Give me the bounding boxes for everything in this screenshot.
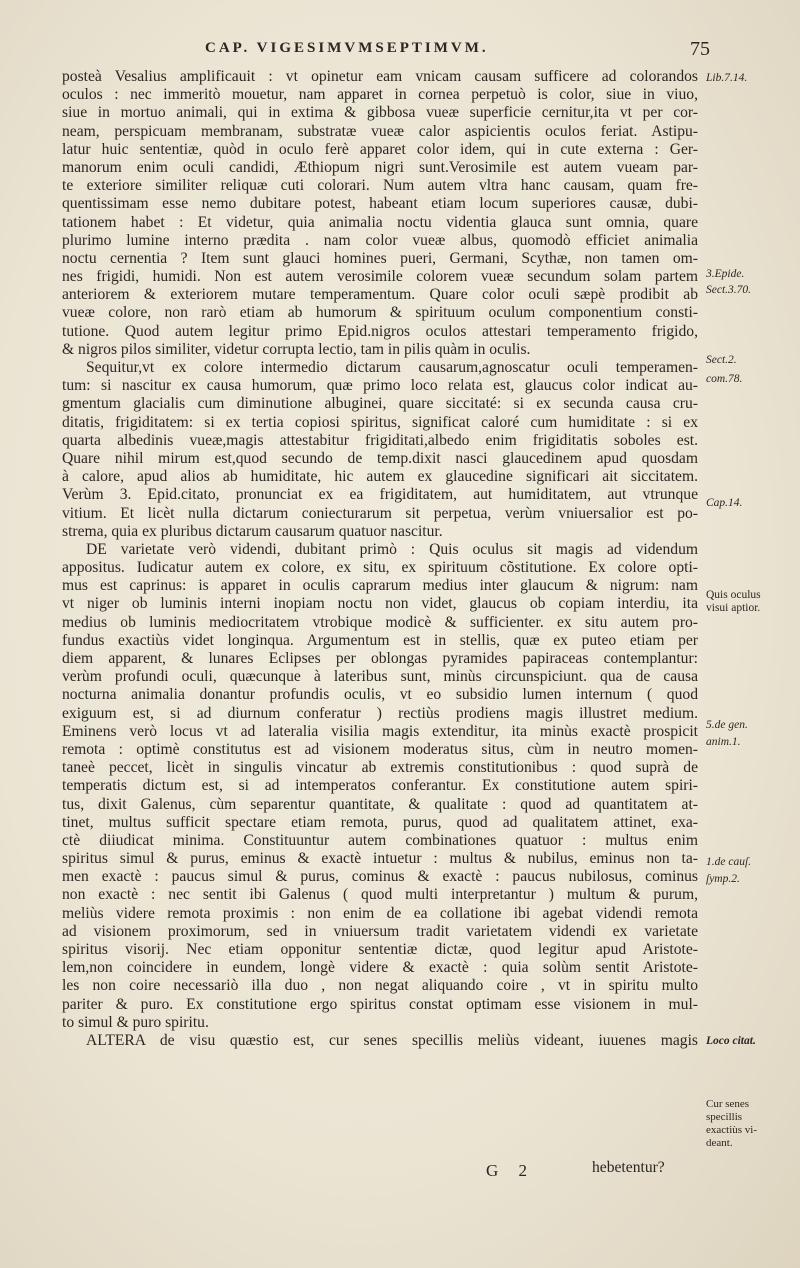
text-line: spiritus simul & purus, eminus & exactè intuetur : multus & nubilus, eminus non ta-	[62, 850, 698, 868]
text-line: verùm profundi oculi, quæcunque à lateribus sunt, minùs circunspiciunt. qua de causa	[62, 668, 698, 686]
text-line: medius ob luminis mediocritatem vtrobique modicè & sufficienter. ex situ autem pro-	[62, 613, 698, 631]
text-line: anteriorem & exteriorem mutare temperamentum. Quare color oculi sæpè prodibit ab	[62, 286, 698, 304]
text-line: appositus. Iudicatur autem ex colore, ex situ, ex spirituum cõstitutione. Ex colore opti-	[62, 559, 698, 577]
text-line: non exactè : nec sentit ibi Galenus ( quod multi interpretantur ) multum & purum,	[62, 886, 698, 904]
text-line: vueæ colore, non rarò etiam ab humorum & spirituum oculum componentium consti-	[62, 304, 698, 322]
paragraph-first-line: Sequitur,vt ex colore intermedio dictarum causarum,agnoscatur oculi temperamen-	[86, 359, 698, 376]
text-line: siue in mortuo animali, qui in extima & gibbosa vueæ superficie cernitur,ita vt per cor-	[62, 104, 698, 122]
text-line: diem apparent, & lunares Eclipses per oblongas pyramides papiraceas contemplantur:	[62, 650, 698, 667]
text-line: tus, dixit Galenus, cùm separentur quantitate, & qualitate : quod ad quantitatem at-	[62, 795, 698, 813]
text-line: nes frigidi, humidi. Non est autem verosimile colorem vueæ secundum solam partem	[62, 268, 698, 286]
text-line: pariter & puro. Ex constitutione ergo spiritus constat optimam esse visionem in mul-	[62, 995, 698, 1013]
text-line: exiguum est, si ad diurnum conferatur ) rectiùs prodiens magis illustret medium.	[62, 704, 698, 722]
text-line: ad visionem proximorum, sed in vniuersum tradit varietatem videndi ex varietate	[62, 922, 698, 940]
margin-note: Sect.2.	[706, 354, 737, 366]
text-line: vt niger ob luminis interni inopiam noctu non videt, glaucus ob copiam interdiu, ita	[62, 595, 698, 613]
text-line: tum: si nascitur ex causa humorum, quæ primo loco relata est, glaucus color indicat au-	[62, 377, 698, 395]
margin-note: ſymp.2.	[706, 873, 740, 885]
text-line: neam, perspicuam membranam, substratæ vueæ calor aspicientis oculos feriat. Astipu-	[62, 122, 698, 140]
margin-note: specillis	[706, 1111, 743, 1123]
text-line: quarta albedinis vueæ,magis attestabitur frigiditati,albedo enim frigiditatis soboles est.	[62, 431, 698, 449]
margin-note: Lib.7.14.	[706, 72, 748, 84]
text-line: latur huic sententiæ, quòd in oculo ferè apparet color idem, qui in cute externa : Ger-	[62, 140, 698, 158]
text-line: Eminens verò locus vt ad lateralia visilia magis extenditur, ita minùs exactè prospicit	[62, 722, 698, 740]
text-line: manorum enim oculi candidi, Æthiopum nigri sunt.Verosimile est autem vueam par-	[62, 158, 698, 176]
text-line: Quare nihil mirum est,quod secundo de temp.dixit nasci glaucedinem apud quosdam	[62, 449, 698, 467]
text-line: oculos : nec immeritò mouetur, nam apparet in cornea perpetuò is color, siue in viuo,	[62, 86, 698, 104]
margin-note: anim.1.	[706, 736, 741, 748]
text-line: remota : optimè constitutus est ad visionem moderatus situs, cùm in neutro momen-	[62, 740, 698, 758]
text-line: to simul & puro spiritu.	[62, 1013, 209, 1031]
margin-note: 5.de gen.	[706, 719, 748, 731]
catchword: hebetentur?	[592, 1159, 665, 1176]
text-line: fundus exactiùs videt longinqua. Argumentum est in stellis, quæ ex puteo etiam per	[62, 631, 698, 649]
text-line: meliùs videre remota proximis : non enim de ea collatione ibi agebat videndi remota	[62, 904, 698, 922]
text-line: les non coire necessariò illa duo , non negat aliquando coire , vt in spiritu multo	[62, 977, 698, 995]
margin-note: Loco citat.	[706, 1035, 756, 1047]
margin-note: 1.de cauſ.	[706, 856, 752, 868]
margin-note: 3.Epide.	[706, 268, 745, 280]
text-line: men exactè : paucus simul & purus, cominus & exactè : paucus nubilosus, cominus	[62, 868, 698, 886]
text-line: ditatis, frigiditatem: si ex tertia copiosi spiritus, significat caloré cum humiditate : si ex	[62, 413, 698, 431]
margin-note: deant.	[706, 1137, 733, 1149]
paragraph-first-line: DE varietate verò videndi, dubitant primò : Quis oculus sit magis ad videndum	[86, 540, 698, 558]
text-line: te exteriore similiter reliquæ cuti colorari. Num autem vltra hanc causam, quam fre-	[62, 177, 698, 195]
running-head: CAP. VIGESIMVMSEPTIMVM.	[205, 40, 489, 56]
margin-note: com.78.	[706, 373, 743, 385]
text-line: nocturna animalia donantur profundis oculis, vt eo subsidio lumen internum ( quod	[62, 686, 698, 704]
text-line: plurimo lumine interno prædita . nam color vueæ albus, quomodò efficiet animalia	[62, 231, 698, 249]
text-line: gmentum glacialis cum diminutione albuginei, quare siccitaté: si ex secunda causa cru-	[62, 395, 698, 413]
text-line: vitium. Et licèt nulla dictarum coniecturarum sit perpetua, verùm vniuersalior est po-	[62, 504, 698, 522]
paragraph-first-line: ALTERA de visu quæstio est, cur senes specillis meliùs videant, iuuenes magis	[86, 1031, 698, 1049]
text-line: lem,non coincidere in eundem, longè videre & exactè : quia solùm sentit Aristote-	[62, 959, 698, 977]
page-number: 75	[690, 38, 710, 60]
text-line: strema, quia ex pluribus dictarum causarum quatuor nascitur.	[62, 522, 443, 540]
text-line: ctè diiudicat minima. Constituuntur autem combinationes quatuor : multus enim	[62, 831, 698, 849]
text-line: spiritus visorij. Nec etiam opponitur sententiæ dictæ, quod legitur apud Aristote-	[62, 941, 698, 958]
text-line: temperatis dictum est, si ad intemperatos conferantur. Ex constitutione autem spiri-	[62, 777, 698, 795]
text-line: taneè peccet, licèt in singulis vincatur ab extremis constitutionibus : quod suprà de	[62, 759, 698, 777]
text-line: & nigros pilos similiter, videtur corrupta lectio, tam in pilis quàm in oculis.	[62, 340, 531, 358]
margin-note: visui aptior.	[706, 602, 761, 614]
text-line: tationem habet : Et videtur, quia animalia noctu videntia glauca sunt omnia, quare	[62, 213, 698, 231]
margin-note: Cap.14.	[706, 497, 743, 509]
text-line: quentissimam esse nemo dubitare potest, habeant etiam locum superiores causæ, dubi-	[62, 195, 698, 213]
margin-note: exactiùs vi-	[706, 1124, 758, 1136]
text-line: tinet, multus sufficit spectare etiam remota, purus, quod ad qualitatem attinet, exa-	[62, 813, 698, 831]
margin-note: Quis oculus	[706, 589, 761, 601]
text-line: à calore, apud alios ab humiditate, hic autem ex glaucedine significari ait siccitatem.	[62, 468, 698, 486]
signature-mark: G 2	[486, 1161, 536, 1180]
text-line: posteà Vesalius amplificauit : vt opinetur eam vnicam causam sufficere ad colorandos	[62, 68, 698, 85]
margin-note: Sect.3.70.	[706, 284, 752, 296]
text-line: mus est caprinus: is apparet in oculis caprarum medius inter glaucum & nigrum: nam	[62, 577, 698, 595]
text-line: Verùm 3. Epid.citato, pronunciat ex ea frigiditatem, aut humiditatem, aut vtrunque	[62, 486, 698, 504]
text-line: noctu cernentia ? Item sunt glauci homines pueri, Germani, Scythæ, non tamen om-	[62, 249, 698, 267]
text-line: tutione. Quod autem legitur primo Epid.nigros oculos attestari temperamento frigido,	[62, 322, 698, 340]
margin-note: Cur senes	[706, 1098, 750, 1110]
main-text-block	[62, 68, 698, 1050]
